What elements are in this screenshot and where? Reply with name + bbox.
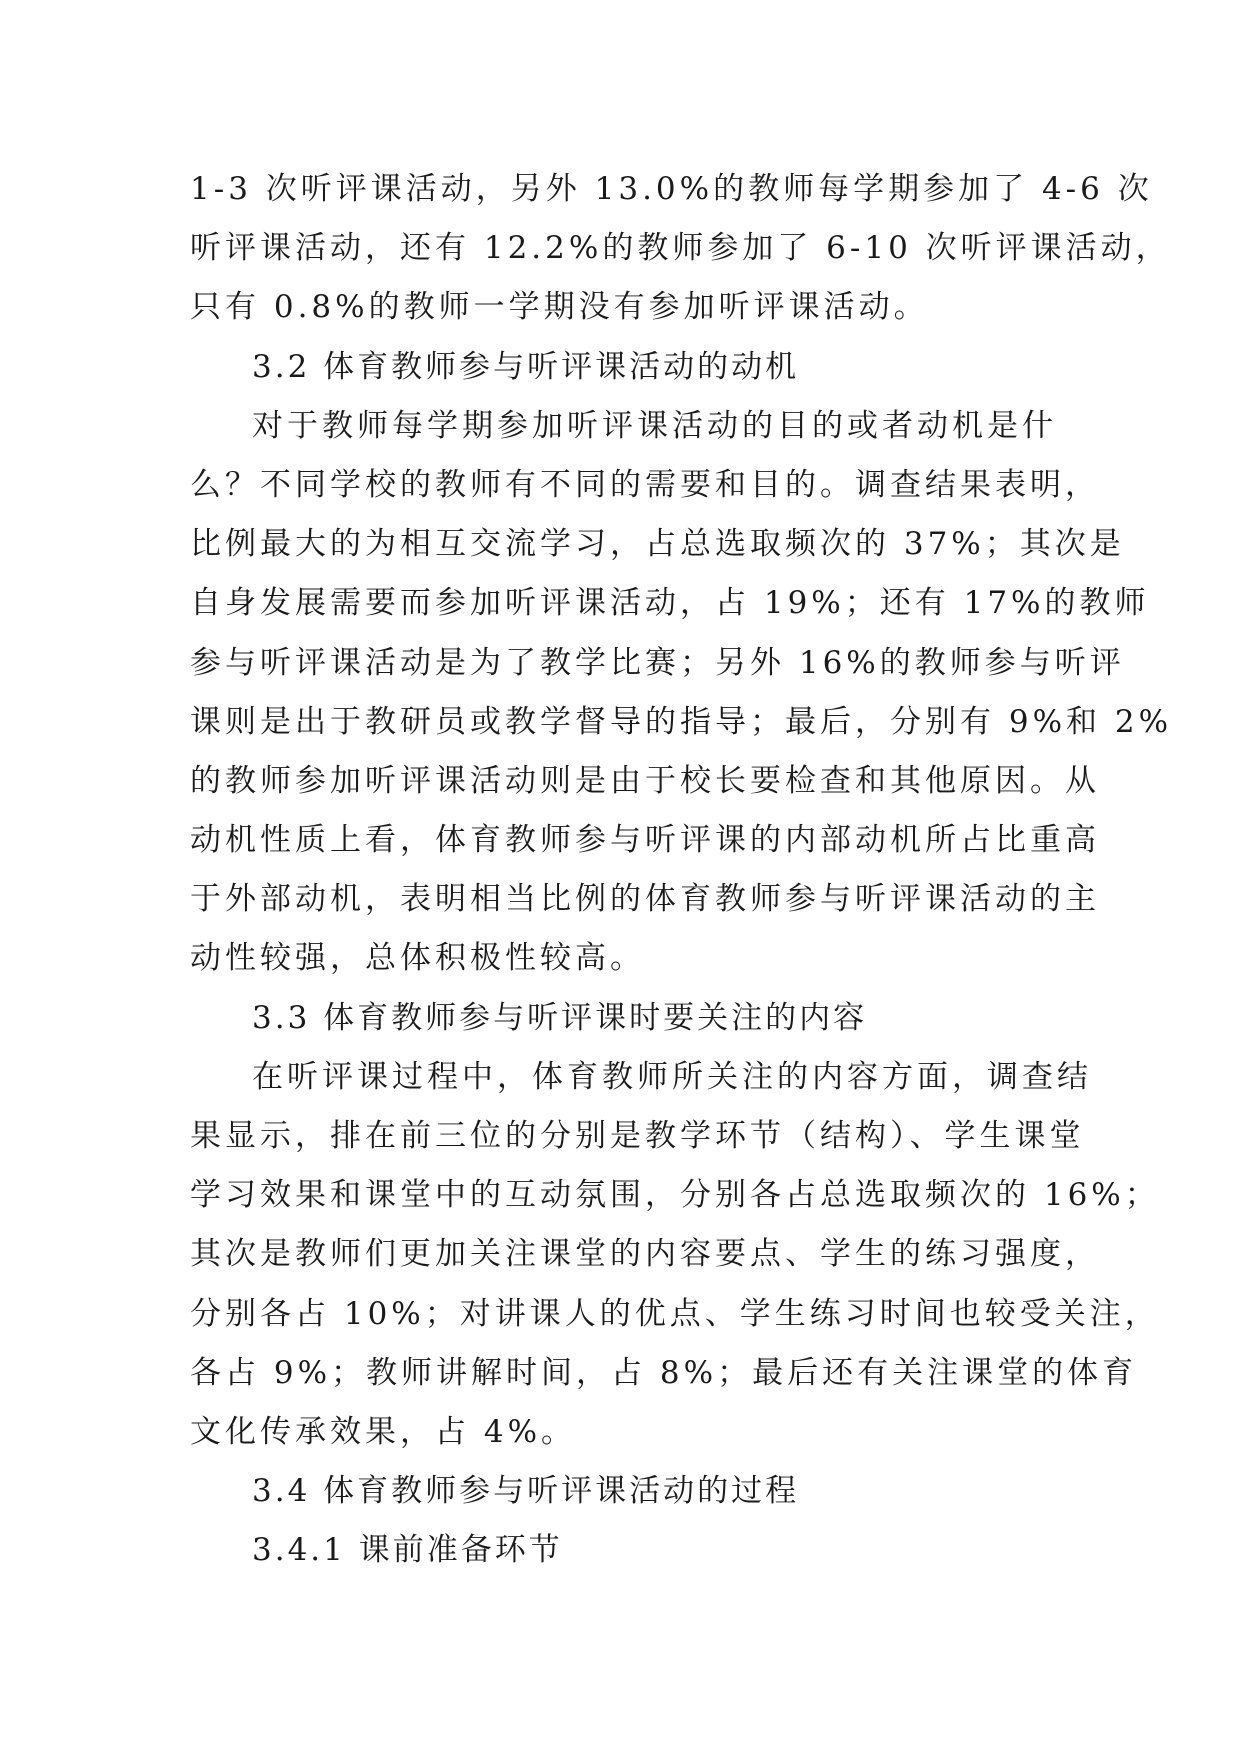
section-heading: 3.3 体育教师参与听评课时要关注的内容 [252, 999, 868, 1036]
text-line: 分别各占 10%；对讲课人的优点、学生练习时间也较受关注， [190, 1295, 1160, 1332]
text-line: 学习效果和课堂中的互动氛围，分别各占总选取频次的 16%； [190, 1177, 1160, 1214]
text-line: 1-3 次听评课活动，另外 13.0%的教师每学期参加了 4-6 次 [190, 171, 1153, 207]
paragraph-first-line: 对于教师每学期参加听评课活动的目的或者动机是什 [252, 407, 1057, 444]
text-line: 只有 0.8%的教师一学期没有参加听评课活动。 [190, 289, 929, 326]
text-line: 动性较强，总体积极性较高。 [190, 940, 645, 977]
text-line: 课则是出于教研员或教学督导的指导；最后，分别有 9%和 2% [190, 703, 1173, 740]
text-line: 于外部动机，表明相当比例的体育教师参与听评课活动的主 [190, 881, 1100, 918]
section-heading: 3.2 体育教师参与听评课活动的动机 [252, 348, 800, 385]
text-line: 参与听评课活动是为了教学比赛；另外 16%的教师参与听评 [190, 644, 1125, 681]
text-line: 听评课活动，还有 12.2%的教师参加了 6-10 次听评课活动， [190, 230, 1171, 267]
text-line: 其次是教师们更加关注课堂的内容要点、学生的练习强度， [190, 1236, 1100, 1273]
text-line: 文化传承效果，占 4%。 [190, 1413, 577, 1450]
section-heading: 3.4.1 课前准备环节 [252, 1532, 563, 1569]
text-line: 的教师参加听评课活动则是由于校长要检查和其他原因。从 [190, 762, 1100, 799]
text-line: 果显示，排在前三位的分别是教学环节（结构）、学生课堂 [190, 1118, 1085, 1154]
text-line: 各占 9%；教师讲解时间，占 8%；最后还有关注课堂的体育 [190, 1354, 1138, 1391]
section-heading: 3.4 体育教师参与听评课活动的过程 [252, 1473, 800, 1510]
document-body [190, 160, 1173, 1581]
text-line: 自身发展需要而参加听评课活动，占 19%；还有 17%的教师 [190, 585, 1150, 622]
paragraph-first-line: 在听评课过程中，体育教师所关注的内容方面，调查结 [252, 1058, 1092, 1095]
text-line: 比例最大的为相互交流学习，占总选取频次的 37%；其次是 [190, 526, 1125, 563]
text-line: 么？不同学校的教师有不同的需要和目的。调查结果表明， [190, 466, 1100, 503]
text-line: 动机性质上看，体育教师参与听评课的内部动机所占比重高 [190, 822, 1100, 859]
